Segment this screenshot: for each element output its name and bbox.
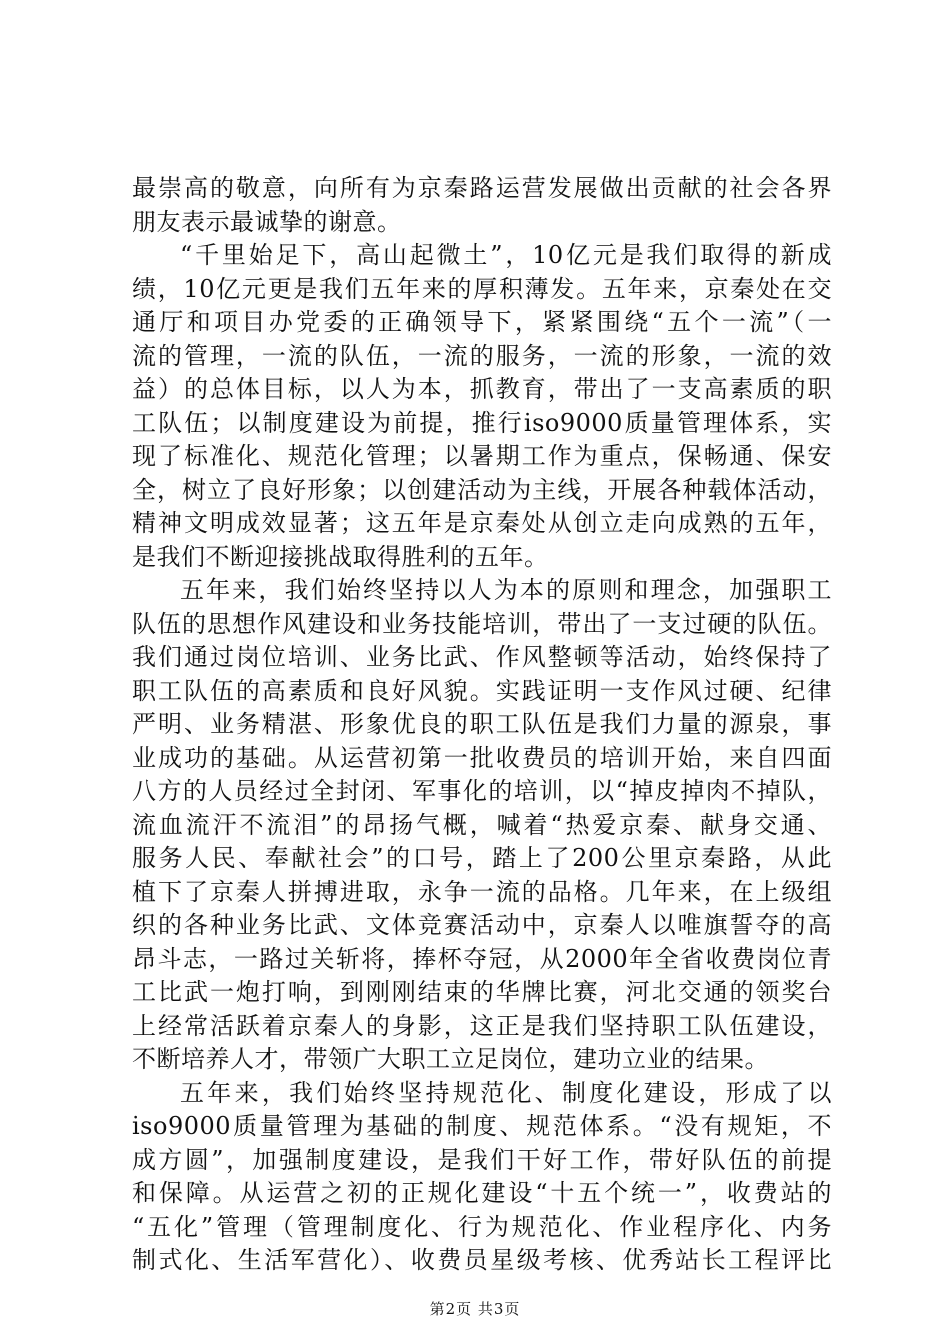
text-line: 八方的人员经过全封闭、军事化的培训，以“掉皮掉肉不掉队， bbox=[132, 777, 832, 805]
text-line: 工比武一炮打响，到刚刚结束的华牌比赛，河北交通的领奖台 bbox=[132, 978, 832, 1006]
text-line: 职工队伍的高素质和良好风貌。实践证明一支作风过硬、纪律 bbox=[132, 676, 832, 705]
text-line: “五化”管理（管理制度化、行为规范化、作业程序化、内务 bbox=[132, 1212, 832, 1241]
text-line: 最崇高的敬意，向所有为京秦路运营发展做出贡献的社会各界 bbox=[132, 174, 832, 202]
text-line: 绩，10亿元更是我们五年来的厚积薄发。五年来，京秦处在交 bbox=[132, 274, 832, 303]
text-line: 和保障。从运营之初的正规化建设“十五个统一”，收费站的 bbox=[132, 1179, 832, 1207]
text-line: 朋友表示最诚挚的谢意。 bbox=[132, 207, 402, 236]
text-line: 流的管理，一流的队伍，一流的服务，一流的形象，一流的效 bbox=[132, 341, 832, 370]
text-line: 现了标准化、规范化管理；以暑期工作为重点，保畅通、保安 bbox=[132, 442, 832, 470]
document-body bbox=[132, 172, 832, 1278]
paragraph bbox=[132, 239, 832, 574]
text-line: 植下了京秦人拼搏进取，永争一流的品格。几年来，在上级组 bbox=[132, 877, 832, 906]
text-line: 五年来，我们始终坚持规范化、制度化建设，形成了以 bbox=[180, 1078, 832, 1107]
paragraph bbox=[132, 172, 832, 239]
text-line: 服务人民、奉献社会”的口号，踏上了200公里京秦路，从此 bbox=[132, 844, 832, 872]
text-line: 制式化、生活军营化）、收费员星级考核、优秀站长工程评比 bbox=[132, 1246, 832, 1274]
text-line: 成方圆”，加强制度建设，是我们干好工作，带好队伍的前提 bbox=[132, 1145, 832, 1174]
text-line: 我们通过岗位培训、业务比武、作风整顿等活动，始终保持了 bbox=[132, 643, 832, 671]
page-footer: 第2页 共3页 bbox=[429, 1300, 521, 1318]
text-line: iso9000质量管理为基础的制度、规范体系。“没有规矩，不 bbox=[132, 1112, 832, 1140]
text-line: 业成功的基础。从运营初第一批收费员的培训开始，来自四面 bbox=[132, 743, 832, 772]
text-line: 不断培养人才，带领广大职工立足岗位，建功立业的结果。 bbox=[132, 1045, 769, 1073]
text-line: 精神文明成效显著；这五年是京秦处从创立走向成熟的五年， bbox=[132, 509, 832, 537]
text-line: 益）的总体目标，以人为本，抓教育，带出了一支高素质的职 bbox=[132, 375, 832, 403]
text-line: 队伍的思想作风建设和业务技能培训，带出了一支过硬的队伍。 bbox=[132, 609, 832, 638]
text-line: 全，树立了良好形象；以创建活动为主线，开展各种载体活动， bbox=[132, 475, 832, 504]
paragraph bbox=[132, 574, 832, 1077]
text-line: 五年来，我们始终坚持以人为本的原则和理念，加强职工 bbox=[180, 576, 832, 604]
text-line: 流血流汗不流泪”的昂扬气概，喊着“热爱京秦、献身交通、 bbox=[132, 810, 832, 839]
text-line: 通厅和项目办党委的正确领导下，紧紧围绕“五个一流”（一 bbox=[132, 308, 832, 336]
text-line: 工队伍；以制度建设为前提，推行iso9000质量管理体系，实 bbox=[132, 408, 832, 437]
text-line: 严明、业务精湛、形象优良的职工队伍是我们力量的源泉，事 bbox=[132, 710, 832, 738]
paragraph bbox=[132, 1077, 832, 1278]
text-line: 是我们不断迎接挑战取得胜利的五年。 bbox=[132, 542, 549, 571]
text-line: 织的各种业务比武、文体竞赛活动中，京秦人以唯旗誓夺的高 bbox=[132, 911, 832, 939]
text-line: “千里始足下，高山起微土”，10亿元是我们取得的新成 bbox=[180, 241, 832, 269]
text-line: 昂斗志，一路过关斩将，捧杯夺冠，从2000年全省收费岗位青 bbox=[132, 944, 832, 973]
text-line: 上经常活跃着京秦人的身影，这正是我们坚持职工队伍建设， bbox=[132, 1011, 832, 1040]
